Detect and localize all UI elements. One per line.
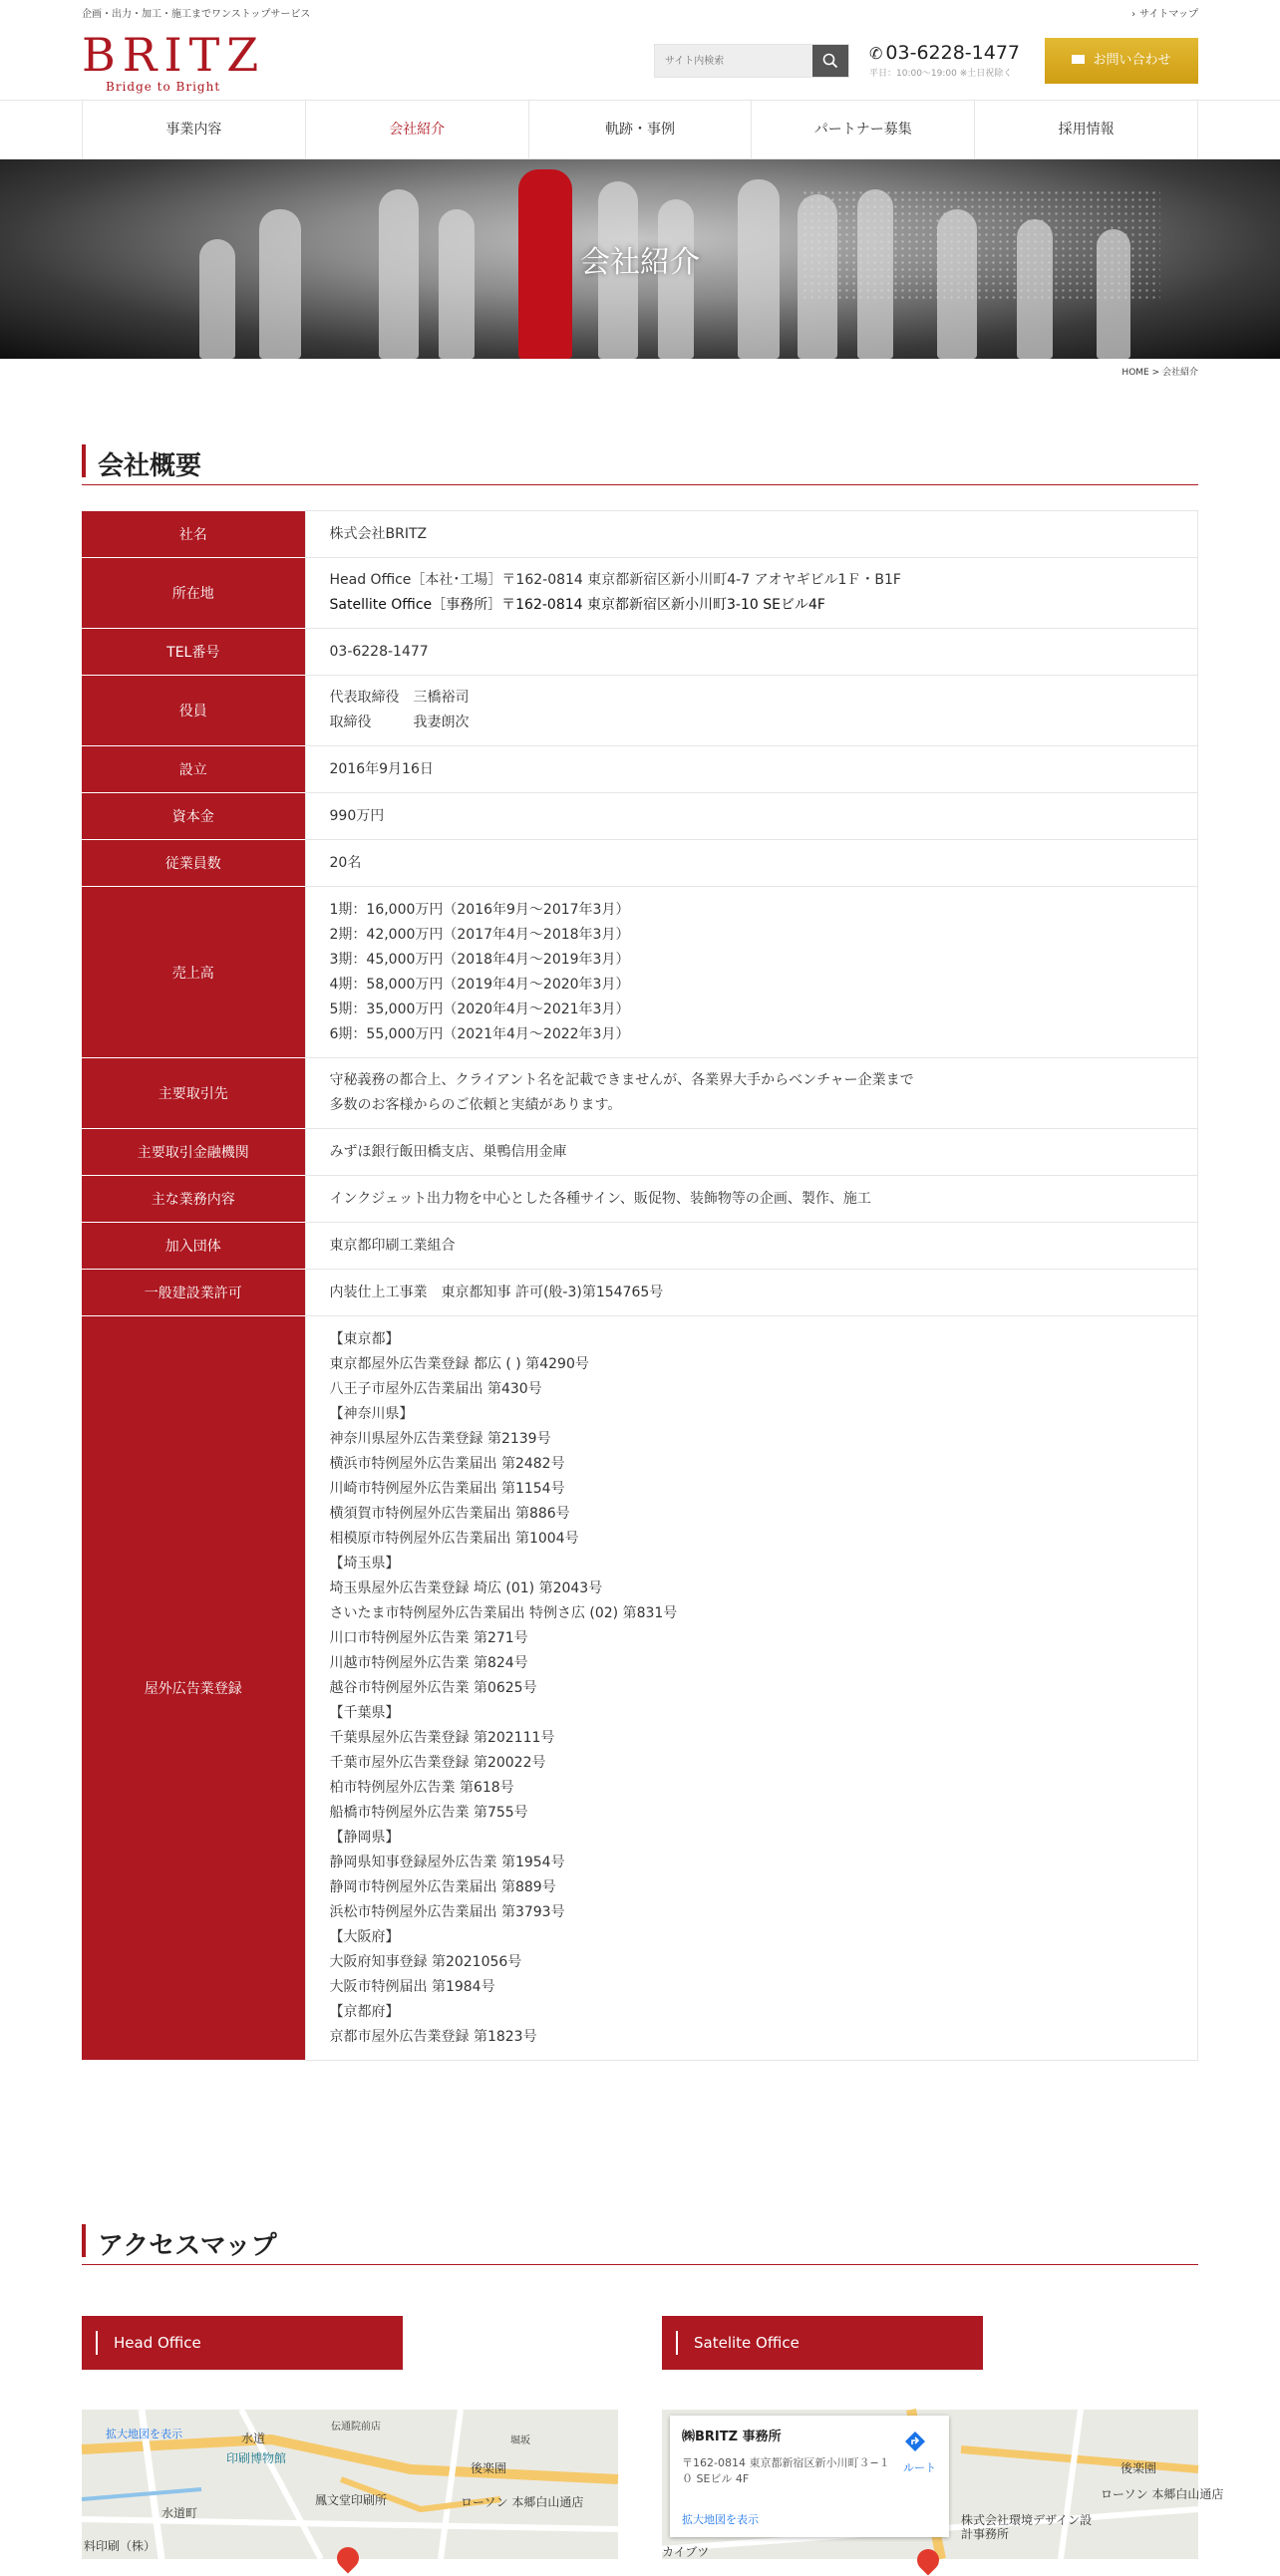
row-value-line: みずほ銀行飯田橋支店、巣鴨信用金庫: [329, 1143, 567, 1160]
table-row: [82, 511, 1198, 558]
row-value-line: インクジェット出力物を中心とした各種サイン、販促物、装飾物等の企画、製作、施工: [329, 1190, 871, 1207]
row-value: [305, 746, 1198, 793]
sitemap-link[interactable]: › サイトマップ: [1131, 5, 1198, 20]
row-value-line: Head Office［本社･工場］〒162-0814 東京都新宿区新小川町4-7 アオヤギビル1Ｆ・B1F: [329, 572, 901, 588]
row-value-line: 株式会社BRITZ: [329, 525, 428, 542]
row-value-line: 越谷市特例屋外広告業 第0625号: [329, 1679, 537, 1696]
row-value-line: 内装仕上工事業 東京都知事 許可(般-3)第154765号: [329, 1284, 664, 1300]
row-value-line: 代表取締役 三橋裕司: [329, 690, 470, 706]
phone-number[interactable]: [869, 42, 1031, 64]
map-info-card: [670, 2416, 949, 2537]
row-value: [305, 1176, 1198, 1223]
directions-icon[interactable]: [903, 2430, 927, 2453]
tagline: 企画・出力・加工・施工までワンストップサービス: [82, 9, 311, 20]
company-overview-heading: [82, 435, 1198, 485]
satellite-office-label: Satelite Office: [662, 2316, 983, 2370]
row-value-line: 埼玉県屋外広告業登録 埼広 (01) 第2043号: [329, 1579, 603, 1596]
breadcrumb[interactable]: HOME > 会社紹介: [1121, 368, 1198, 378]
contact-button[interactable]: [1045, 38, 1198, 84]
row-label: 資本金: [82, 793, 305, 840]
row-value: [305, 629, 1198, 676]
row-value-line: 大阪市特例届出 第1984号: [329, 1978, 495, 1995]
table-row: [82, 887, 1198, 1058]
table-row: [82, 1058, 1198, 1129]
row-label: 加入団体: [82, 1223, 305, 1270]
map-info-address: 〒162-0814 東京都新宿区新小川町３−１０ SEビル 4F: [682, 2456, 890, 2485]
map-label: ローソン 本郷白山通店: [461, 2495, 584, 2509]
table-row: [82, 629, 1198, 676]
row-value-line: 取締役 我妻朗次: [329, 715, 470, 730]
row-value-line: 多数のお客様からのご依頼と実績があります。: [329, 1097, 622, 1113]
row-value-line: 浜松市特例屋外広告業届出 第3793号: [329, 1903, 565, 1920]
row-label: 設立: [82, 746, 305, 793]
row-value-line: 千葉市屋外広告業登録 第20022号: [329, 1754, 546, 1771]
row-value-line: 【静岡県】: [329, 1829, 400, 1846]
row-value-line: 守秘義務の都合上、クライアント名を記載できませんが、各業界大手からベンチャー企業まで: [329, 1072, 914, 1088]
table-row: [82, 1223, 1198, 1270]
map-info-title: ㈱BRITZ 事務所: [682, 2430, 782, 2444]
map-enlarge-link[interactable]: 拡大地図を表示: [106, 2428, 182, 2440]
phone-block: [869, 42, 1031, 79]
row-value: [305, 840, 1198, 887]
row-value-line: 柏市特例屋外広告業 第618号: [329, 1779, 514, 1796]
row-label: 主な業務内容: [82, 1176, 305, 1223]
row-value-line: さいたま市特例屋外広告業届出 特例さ広 (02) 第831号: [329, 1604, 678, 1621]
row-value-line: 3期：45,000万円（2018年4月～2019年3月）: [329, 951, 630, 968]
row-value-line: 4期：58,000万円（2019年4月～2020年3月）: [329, 976, 630, 993]
row-value-line: 神奈川県屋外広告業登録 第2139号: [329, 1430, 551, 1447]
row-value-line: Satellite Office［事務所］〒162-0814 東京都新宿区新小川町3-10 SEビル4F: [329, 597, 825, 613]
map-label: 後楽園: [1120, 2461, 1157, 2475]
row-value: [305, 1316, 1198, 2061]
phone-number-text: 03-6228-1477: [885, 42, 1021, 64]
map-label: 印刷博物館: [226, 2451, 287, 2465]
row-value-line: 川越市特例屋外広告業 第824号: [329, 1654, 528, 1671]
row-value-line: 静岡県知事登録屋外広告業 第1954号: [329, 1854, 565, 1870]
heading-accent-bar: [82, 2224, 86, 2257]
hero-silhouette: [937, 209, 977, 359]
table-row: [82, 558, 1198, 629]
row-value-line: 【埼玉県】: [329, 1555, 400, 1572]
logo[interactable]: [82, 28, 266, 94]
nav-item-works[interactable]: 軌跡・事例: [528, 101, 752, 158]
map-label: カイブツ: [662, 2545, 710, 2559]
heading-accent-bar: [82, 444, 86, 477]
row-value-line: 大阪府知事登録 第2021056号: [329, 1953, 522, 1970]
row-value-line: 横浜市特例屋外広告業届出 第2482号: [329, 1455, 565, 1472]
logo-tagline: Bridge to Bright: [106, 80, 221, 94]
map-label: 水道町: [161, 2506, 198, 2520]
row-label: TEL番号: [82, 629, 305, 676]
row-value: [305, 1270, 1198, 1316]
row-value: [305, 676, 1198, 746]
row-value-line: 【東京都】: [329, 1330, 400, 1347]
map-label: 伝通院前店: [331, 2422, 381, 2433]
row-value: [305, 793, 1198, 840]
row-value-line: 横須賀市特例屋外広告業届出 第886号: [329, 1505, 570, 1522]
business-hours: 平日：10:00～19:00 ※土日祝除く: [869, 69, 1013, 79]
row-value-line: 【千葉県】: [329, 1704, 400, 1721]
nav-item-partners[interactable]: パートナー募集: [751, 101, 974, 158]
head-office-label: Head Office: [82, 2316, 403, 2370]
table-row: [82, 676, 1198, 746]
hero-title: 会社紹介: [580, 245, 700, 280]
row-value-line: 【神奈川県】: [329, 1405, 414, 1422]
hero-silhouette: [439, 209, 475, 359]
table-row: [82, 746, 1198, 793]
row-value-line: 東京都屋外広告業登録 都広 ( ) 第4290号: [329, 1355, 589, 1372]
row-label: 主要取引金融機関: [82, 1129, 305, 1176]
row-value-line: 船橋市特例屋外広告業 第755号: [329, 1804, 528, 1821]
directions-label[interactable]: ルート: [903, 2461, 936, 2474]
map-label: 株式会社環境デザイン設計事務所: [961, 2513, 1093, 2541]
table-row: [82, 840, 1198, 887]
company-info-table: [82, 510, 1198, 2061]
row-value-line: 【京都府】: [329, 2003, 400, 2020]
satellite-office-map[interactable]: [662, 2410, 1224, 2559]
top-strip: [0, 0, 1280, 22]
map-label: 後楽園: [471, 2461, 507, 2475]
phone-icon: ✆: [869, 44, 883, 63]
row-label: 主要取引先: [82, 1058, 305, 1129]
map-enlarge-link[interactable]: 拡大地図を表示: [682, 2513, 759, 2526]
contact-button-label: お問い合わせ: [1093, 53, 1171, 68]
row-label: 売上高: [82, 887, 305, 1058]
table-row: [82, 1176, 1198, 1223]
row-value: [305, 1058, 1198, 1129]
row-value-line: 千葉県屋外広告業登録 第202111号: [329, 1729, 555, 1746]
table-row: [82, 793, 1198, 840]
hero-silhouette: [259, 209, 301, 359]
mail-icon: [1072, 55, 1085, 64]
table-row: [82, 1270, 1198, 1316]
table-row: [82, 1316, 1198, 2061]
map-label: 水道: [241, 2432, 266, 2445]
search-button[interactable]: [812, 45, 848, 77]
row-value-line: 1期：16,000万円（2016年9月～2017年3月）: [329, 901, 630, 918]
row-value-line: 東京都印刷工業組合: [329, 1237, 456, 1254]
search-icon: [822, 53, 838, 69]
row-label: 従業員数: [82, 840, 305, 887]
hero-banner: [0, 159, 1280, 359]
map-label: 堀坂: [510, 2435, 530, 2446]
row-label: 社名: [82, 511, 305, 558]
head-office-map[interactable]: [82, 2410, 618, 2559]
map-label: ローソン 本郷白山通店: [1101, 2487, 1224, 2501]
row-value-line: 相模原市特例屋外広告業届出 第1004号: [329, 1530, 579, 1547]
row-value-line: 川崎市特例屋外広告業届出 第1154号: [329, 1480, 565, 1497]
section-title: 会社概要: [98, 451, 202, 481]
global-nav: [0, 100, 1280, 159]
row-value: [305, 558, 1198, 629]
row-value-line: 990万円: [329, 807, 385, 824]
access-map-heading: [82, 2215, 1198, 2265]
logo-wordmark: BRITZ: [82, 28, 266, 82]
map-label: 鳳文堂印刷所: [315, 2493, 388, 2507]
row-label: 屋外広告業登録: [82, 1316, 305, 2061]
nav-item-company[interactable]: 会社紹介: [305, 101, 528, 158]
nav-item-business[interactable]: 事業内容: [82, 101, 305, 158]
row-value-line: 八王子市屋外広告業届出 第430号: [329, 1380, 542, 1397]
row-value-line: 川口市特例屋外広告業 第271号: [329, 1629, 528, 1646]
row-value: [305, 1129, 1198, 1176]
row-value-line: 京都市屋外広告業登録 第1823号: [329, 2028, 537, 2045]
row-label: 所在地: [82, 558, 305, 629]
row-value-line: 【大阪府】: [329, 1928, 400, 1945]
search-input[interactable]: [655, 45, 814, 77]
row-value: [305, 511, 1198, 558]
row-value: [305, 887, 1198, 1058]
row-label: 一般建設業許可: [82, 1270, 305, 1316]
nav-item-recruit[interactable]: 採用情報: [974, 101, 1198, 158]
row-value-line: 6期：55,000万円（2021年4月～2022年3月）: [329, 1025, 630, 1042]
section-title: アクセスマップ: [98, 2231, 277, 2261]
row-value-line: 2016年9月16日: [329, 760, 434, 777]
search-box: [654, 44, 849, 78]
row-value-line: 03-6228-1477: [329, 643, 429, 660]
table-row: [82, 1129, 1198, 1176]
row-value-line: 2期：42,000万円（2017年4月～2018年3月）: [329, 926, 630, 943]
row-label: 役員: [82, 676, 305, 746]
row-value-line: 20名: [329, 854, 362, 871]
map-label: 料印刷（株）: [84, 2539, 157, 2553]
row-value-line: 5期：35,000万円（2020年4月～2021年3月）: [329, 1001, 630, 1017]
row-value: [305, 1223, 1198, 1270]
row-value-line: 静岡市特例屋外広告業届出 第889号: [329, 1878, 556, 1895]
site-header: [0, 22, 1280, 100]
